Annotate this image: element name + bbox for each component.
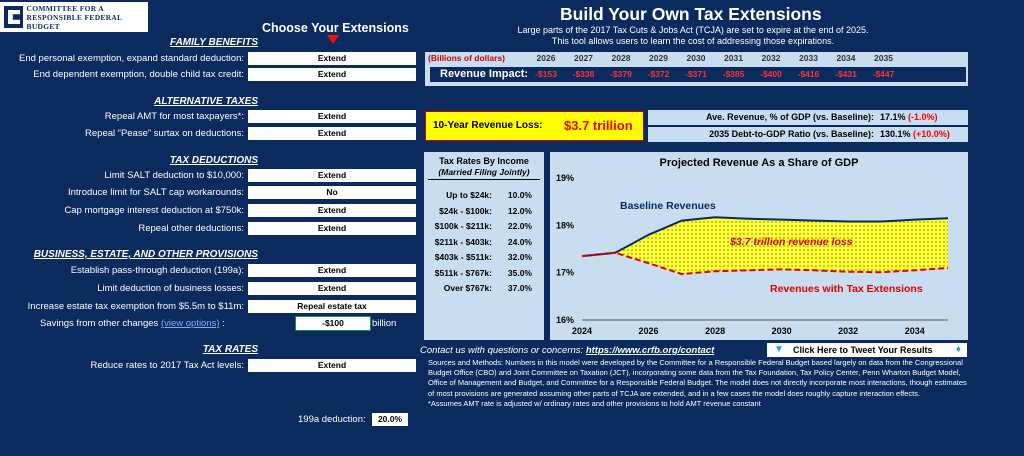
option-label: Limit deduction of business losses: xyxy=(97,283,244,294)
revenue-year-2035: 2035 xyxy=(874,53,893,63)
amt-footnote: *Assumes AMT rate is adjusted w/ ordinary rates and other provisions to hold AMT revenue constant xyxy=(428,398,761,408)
option-label: End dependent exemption, double child tax credit: xyxy=(33,69,244,80)
option-label: End personal exemption, expand standard deduction: xyxy=(19,53,244,64)
tax-rate-row xyxy=(424,190,536,200)
revenue-loss-value: $3.7 trillion xyxy=(564,118,633,133)
tax-rate: 10.0% xyxy=(507,190,532,200)
option-label: Introduce limit for SALT cap workarounds: xyxy=(67,187,244,198)
savings-label: Savings from other changes xyxy=(40,318,159,329)
contact-line xyxy=(420,345,714,356)
crfb-logo-mark xyxy=(4,6,23,28)
option-select-rates[interactable]: Extend xyxy=(248,359,416,372)
alternative-taxes-heading: ALTERNATIVE TAXES xyxy=(154,96,258,107)
debt-ratio-delta: (+10.0%) xyxy=(913,129,950,139)
sources-text: Sources and Methods: Numbers in this model were developed by the Committee for a Responsible Federal Budget based largely on data from the Congressional Budget Office (CBO) and Joint Committee on Taxation (JCT), incorporating some data from the Tax Foundation, Tax Policy Center, Penn Wharton Budget Model, Office of Management and Budget, and Committee for a Responsible Federal Budget. The model does not directly incorporate most interactions, though estimates of most provisions are generated assuming other parts of TCJA are extended, and in a few cases the model does roughly capture interaction effects. xyxy=(428,358,967,398)
tweet-label: Click Here to Tweet Your Results xyxy=(793,345,933,355)
tax-rate-row xyxy=(424,283,536,293)
subtitle-line-2: This tool allows users to learn the cost of addressing those expirations. xyxy=(551,36,835,46)
option-label: Reduce rates to 2017 Tax Act levels: xyxy=(90,360,244,371)
option-label: Limit SALT deduction to $10,000: xyxy=(104,170,244,181)
tax-bracket: $24k - $100k: xyxy=(439,205,492,216)
revenue-year-2027: 2027 xyxy=(574,53,593,63)
tax-rate: 22.0% xyxy=(507,221,532,231)
tax-bracket: $403k - $511k: xyxy=(434,252,492,262)
revenue-value-2031: -$385 xyxy=(722,69,745,79)
tax-rate: 37.0% xyxy=(507,283,532,293)
x-tick-label: 2034 xyxy=(904,326,925,336)
ave-revenue-label: Ave. Revenue, % of GDP (vs. Baseline): xyxy=(705,112,874,122)
revenue-value-2028: -$379 xyxy=(610,69,632,79)
revenue-value-2027: -$338 xyxy=(572,69,595,79)
x-tick-label: 2026 xyxy=(638,326,659,336)
tax-rates-title: Tax Rates By Income xyxy=(439,156,529,166)
business-heading: BUSINESS, ESTATE, AND OTHER PROVISIONS xyxy=(33,249,258,260)
option-label: Establish pass-through deduction (199a): xyxy=(70,265,244,276)
revenue-year-2029: 2029 xyxy=(649,53,668,63)
revenue-loss-label: 10-Year Revenue Loss: xyxy=(433,120,543,131)
option-select-personal-exemption[interactable]: Extend xyxy=(248,52,416,65)
option-select-business-losses[interactable]: Extend xyxy=(248,282,416,295)
revenue-value-2029: -$372 xyxy=(647,69,670,79)
tax-bracket: Up to $24k: xyxy=(446,190,492,200)
deduction-199a-label: 199a deduction: xyxy=(298,414,366,425)
chart-title: Projected Revenue As a Share of GDP xyxy=(659,157,859,169)
tax-rate-row xyxy=(424,268,536,278)
tax-rate-row xyxy=(424,221,536,231)
revenue-value-2030: -$371 xyxy=(685,69,707,79)
debt-ratio-box xyxy=(648,127,968,142)
debt-ratio-label: 2035 Debt-to-GDP Ratio (vs. Baseline): xyxy=(709,129,874,139)
option-select-salt[interactable]: Extend xyxy=(248,169,416,182)
option-select-salt-workaround[interactable]: No xyxy=(248,186,416,199)
tax-deductions-heading: TAX DEDUCTIONS xyxy=(169,155,258,166)
option-select-pease[interactable]: Extend xyxy=(248,127,416,140)
contact-text: Contact us with questions or concerns: xyxy=(420,345,584,356)
revenue-value-2026: -$153 xyxy=(535,69,557,79)
page-subtitle xyxy=(428,25,958,47)
x-tick-label: 2032 xyxy=(838,326,859,336)
x-tick-label: 2024 xyxy=(571,326,593,336)
option-select-amt[interactable]: Extend xyxy=(248,110,416,123)
crfb-logo xyxy=(0,2,148,32)
ave-revenue-value: 17.1% xyxy=(880,112,906,122)
revenue-impact-label: Revenue Impact: xyxy=(440,68,529,80)
subtitle-line-1: Large parts of the 2017 Tax Cuts & Jobs Act (TCJA) are set to expire at the end of 2025. xyxy=(517,25,869,35)
option-label: Repeal “Pease” surtax on deductions: xyxy=(85,128,244,139)
x-tick-label: 2028 xyxy=(705,326,726,336)
revenue-year-2031: 2031 xyxy=(724,53,743,63)
option-select-pass-through[interactable]: Extend xyxy=(248,264,416,277)
savings-colon: : xyxy=(222,318,225,329)
revenue-value-2032: -$400 xyxy=(760,69,782,79)
y-tick-label: 18% xyxy=(555,220,574,231)
x-tick-label: 2030 xyxy=(771,326,792,336)
tax-rate: 32.0% xyxy=(507,252,532,262)
tax-rate-row xyxy=(424,252,536,262)
family-benefits-heading: FAMILY BENEFITS xyxy=(170,37,258,48)
option-label: Increase estate tax exemption from $5.5m to $11m: xyxy=(27,301,244,312)
savings-unit: billion xyxy=(372,318,397,329)
y-tick-label: 17% xyxy=(555,267,574,278)
revenue-loss-annotation: $3.7 trillion revenue loss xyxy=(730,236,853,248)
option-select-estate-tax[interactable]: Repeal estate tax xyxy=(248,300,416,313)
revenue-year-2028: 2028 xyxy=(611,53,631,63)
revenue-chart-svg xyxy=(550,152,968,340)
revenue-year-2026: 2026 xyxy=(536,53,556,63)
y-tick-label: 16% xyxy=(555,315,574,325)
ave-revenue-box xyxy=(648,110,968,125)
tax-rate-row xyxy=(424,237,536,247)
debt-ratio-value: 130.1% xyxy=(880,129,911,139)
option-select-dependent-exemption[interactable]: Extend xyxy=(248,68,416,81)
tweet-button[interactable] xyxy=(767,343,967,357)
revenue-year-2033: 2033 xyxy=(799,53,818,63)
savings-input[interactable]: -$100 xyxy=(295,316,371,331)
deduction-199a-input[interactable]: 20.0% xyxy=(372,413,408,426)
revenue-year-2030: 2030 xyxy=(686,53,706,63)
option-label: Cap mortgage interest deduction at $750k: xyxy=(64,205,244,216)
contact-link[interactable]: https://www.crfb.org/contact xyxy=(585,345,715,356)
tax-bracket: Over $767k: xyxy=(443,283,492,293)
tax-rate: 35.0% xyxy=(507,267,532,278)
option-label: Repeal other deductions: xyxy=(138,223,244,234)
tax-rates-subtitle: (Married Filing Jointly) xyxy=(428,167,540,180)
twitter-icon: ▼ xyxy=(774,344,784,355)
ave-revenue-delta: (-1.0%) xyxy=(908,112,938,122)
revenue-loss-box xyxy=(425,111,644,141)
tax-rate: 24.0% xyxy=(507,236,532,247)
baseline-series-label: Baseline Revenues xyxy=(620,200,716,212)
choose-extensions-title: Choose Your Extensions xyxy=(262,21,409,35)
tax-rates-table xyxy=(424,152,544,340)
tax-rate-row xyxy=(424,206,536,216)
tax-rate: 12.0% xyxy=(507,205,532,216)
revenue-value-2034: -$431 xyxy=(835,69,857,79)
twitter-bird-icon: ♦ xyxy=(955,344,961,355)
tax-bracket: $511k - $767k: xyxy=(434,267,492,278)
y-tick-label: 19% xyxy=(555,173,574,183)
option-label: Repeal AMT for most taxpayers*: xyxy=(104,111,244,122)
revenue-year-2034: 2034 xyxy=(836,53,856,63)
revenue-value-2033: -$416 xyxy=(797,69,820,79)
savings-row xyxy=(40,318,225,329)
revenue-chart xyxy=(550,152,968,340)
option-select-mortgage[interactable]: Extend xyxy=(248,204,416,217)
sources-methods xyxy=(428,358,968,409)
tax-bracket: $211k - $403k: xyxy=(434,236,492,247)
extension-series-label: Revenues with Tax Extensions xyxy=(770,283,923,295)
tax-bracket: $100k - $211k: xyxy=(434,221,492,231)
tax-rates-heading: TAX RATES xyxy=(202,344,258,355)
logo-line-2: RESPONSIBLE FEDERAL BUDGET xyxy=(26,12,123,31)
page-title: Build Your Own Tax Extensions xyxy=(560,4,822,24)
revenue-value-2035: -$447 xyxy=(872,69,895,79)
revenue-unit-label: (Billions of dollars) xyxy=(428,53,505,63)
revenue-year-2032: 2032 xyxy=(761,53,781,63)
logo-line-1: COMMITTEE FOR A xyxy=(26,3,104,13)
dropdown-arrow-icon[interactable] xyxy=(327,35,339,44)
view-options-link[interactable]: (view options) xyxy=(160,318,220,329)
option-select-other-deductions[interactable]: Extend xyxy=(248,222,416,235)
